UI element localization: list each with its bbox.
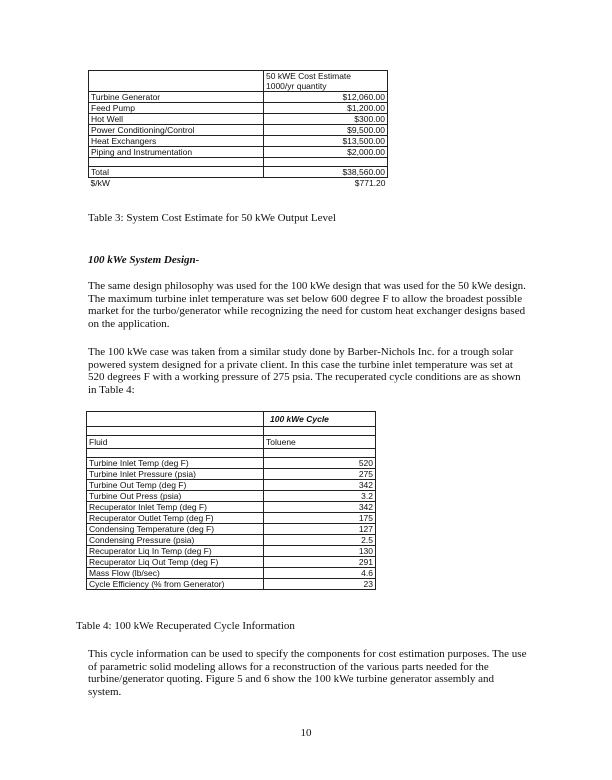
row-label: Recuperator Outlet Temp (deg F) xyxy=(87,513,264,524)
table-header-row xyxy=(87,412,376,427)
row-value: $13,500.00 xyxy=(264,136,388,147)
table-header-row xyxy=(89,71,388,92)
paragraph-1: The same design philosophy was used for the 100 kWe design that was used for the 50 kWe design. The maximum turbine inlet temperature was set below 600 degree F to allow the broadest possible market for the turbo/generator while recognizing the need for custom heat exchanger designs based on the application. xyxy=(88,280,526,330)
row-label: Cycle Efficiency (% from Generator) xyxy=(87,579,264,590)
row-value: 23 xyxy=(264,579,376,590)
row-label: Power Conditioning/Control xyxy=(89,125,264,136)
table-row xyxy=(87,524,376,535)
total-row xyxy=(89,167,388,178)
spacer-row xyxy=(89,158,388,167)
row-label: Piping and Instrumentation xyxy=(89,147,264,158)
row-value: 127 xyxy=(264,524,376,535)
table-row xyxy=(87,480,376,491)
table-row xyxy=(87,568,376,579)
row-value: 291 xyxy=(264,557,376,568)
section-heading: 100 kWe System Design- xyxy=(88,254,200,266)
table-row xyxy=(89,103,388,114)
row-value: $1,200.00 xyxy=(264,103,388,114)
per-kw-label: $/kW xyxy=(90,178,110,188)
row-value: 342 xyxy=(264,502,376,513)
table-4-caption: Table 4: 100 kWe Recuperated Cycle Information xyxy=(76,620,295,632)
row-label: Mass Flow (lb/sec) xyxy=(87,568,264,579)
row-label: Recuperator Liq In Temp (deg F) xyxy=(87,546,264,557)
spacer-row xyxy=(87,449,376,458)
row-value: 2.5 xyxy=(264,535,376,546)
header-cell xyxy=(264,71,388,92)
spacer-row xyxy=(87,427,376,436)
table-row xyxy=(87,458,376,469)
table-row xyxy=(87,579,376,590)
row-value: $12,060.00 xyxy=(264,92,388,103)
row-value: 520 xyxy=(264,458,376,469)
table-row xyxy=(87,546,376,557)
row-label: Hot Well xyxy=(89,114,264,125)
row-label: Turbine Out Press (psia) xyxy=(87,491,264,502)
row-label: Turbine Out Temp (deg F) xyxy=(87,480,264,491)
table-row xyxy=(87,557,376,568)
per-kw-row xyxy=(89,178,388,189)
row-value: $2,000.00 xyxy=(264,147,388,158)
row-label: Feed Pump xyxy=(89,103,264,114)
row-value: 175 xyxy=(264,513,376,524)
row-label: Condensing Temperature (deg F) xyxy=(87,524,264,535)
page-number: 10 xyxy=(300,727,312,739)
cycle-header: 100 kWe Cycle xyxy=(264,412,376,427)
table-row xyxy=(89,125,388,136)
table-row xyxy=(89,147,388,158)
cycle-info-table xyxy=(86,411,376,590)
total-value: $38,560.00 xyxy=(264,167,388,178)
fluid-value: Toluene xyxy=(264,436,376,449)
row-label: Recuperator Inlet Temp (deg F) xyxy=(87,502,264,513)
header-line-2: 1000/yr quantity xyxy=(266,81,327,91)
row-value: $300.00 xyxy=(264,114,388,125)
row-label: Recuperator Liq Out Temp (deg F) xyxy=(87,557,264,568)
table-row xyxy=(87,502,376,513)
row-label: Heat Exchangers xyxy=(89,136,264,147)
row-label: Turbine Generator xyxy=(89,92,264,103)
row-label: Condensing Pressure (psia) xyxy=(87,535,264,546)
table-row xyxy=(89,136,388,147)
total-label: Total xyxy=(89,167,264,178)
table-row xyxy=(87,535,376,546)
fluid-row xyxy=(87,436,376,449)
table-row xyxy=(87,491,376,502)
row-label: Turbine Inlet Temp (deg F) xyxy=(87,458,264,469)
row-value: 3.2 xyxy=(264,491,376,502)
row-value: 130 xyxy=(264,546,376,557)
paragraph-2: The 100 kWe case was taken from a similar study done by Barber-Nichols Inc. for a trough solar powered system designed for a private client. In this case the turbine inlet temperature was set at 520 degrees F with a working pressure of 275 psia. The recuperated cycle conditions are as shown in Table 4: xyxy=(88,346,521,396)
table-3-caption: Table 3: System Cost Estimate for 50 kWe Output Level xyxy=(88,212,336,224)
paragraph-3: This cycle information can be used to specify the components for cost estimation purposes. The use of parametric solid modeling allows for a reconstruction of the various parts needed for the turbine/generator quoting. Figure 5 and 6 show the 100 kWe turbine generator assembly and system. xyxy=(88,648,527,698)
table-row xyxy=(87,513,376,524)
row-value: 342 xyxy=(264,480,376,491)
per-kw-value: $771.20 xyxy=(354,178,386,188)
table-row xyxy=(89,114,388,125)
row-value: 275 xyxy=(264,469,376,480)
fluid-label: Fluid xyxy=(87,436,264,449)
cost-estimate-table xyxy=(88,70,388,188)
table-row xyxy=(89,92,388,103)
row-value: $9,500.00 xyxy=(264,125,388,136)
table-row xyxy=(87,469,376,480)
row-label: Turbine Inlet Pressure (psia) xyxy=(87,469,264,480)
header-line-1: 50 kWE Cost Estimate xyxy=(266,71,352,81)
row-value: 4.6 xyxy=(264,568,376,579)
